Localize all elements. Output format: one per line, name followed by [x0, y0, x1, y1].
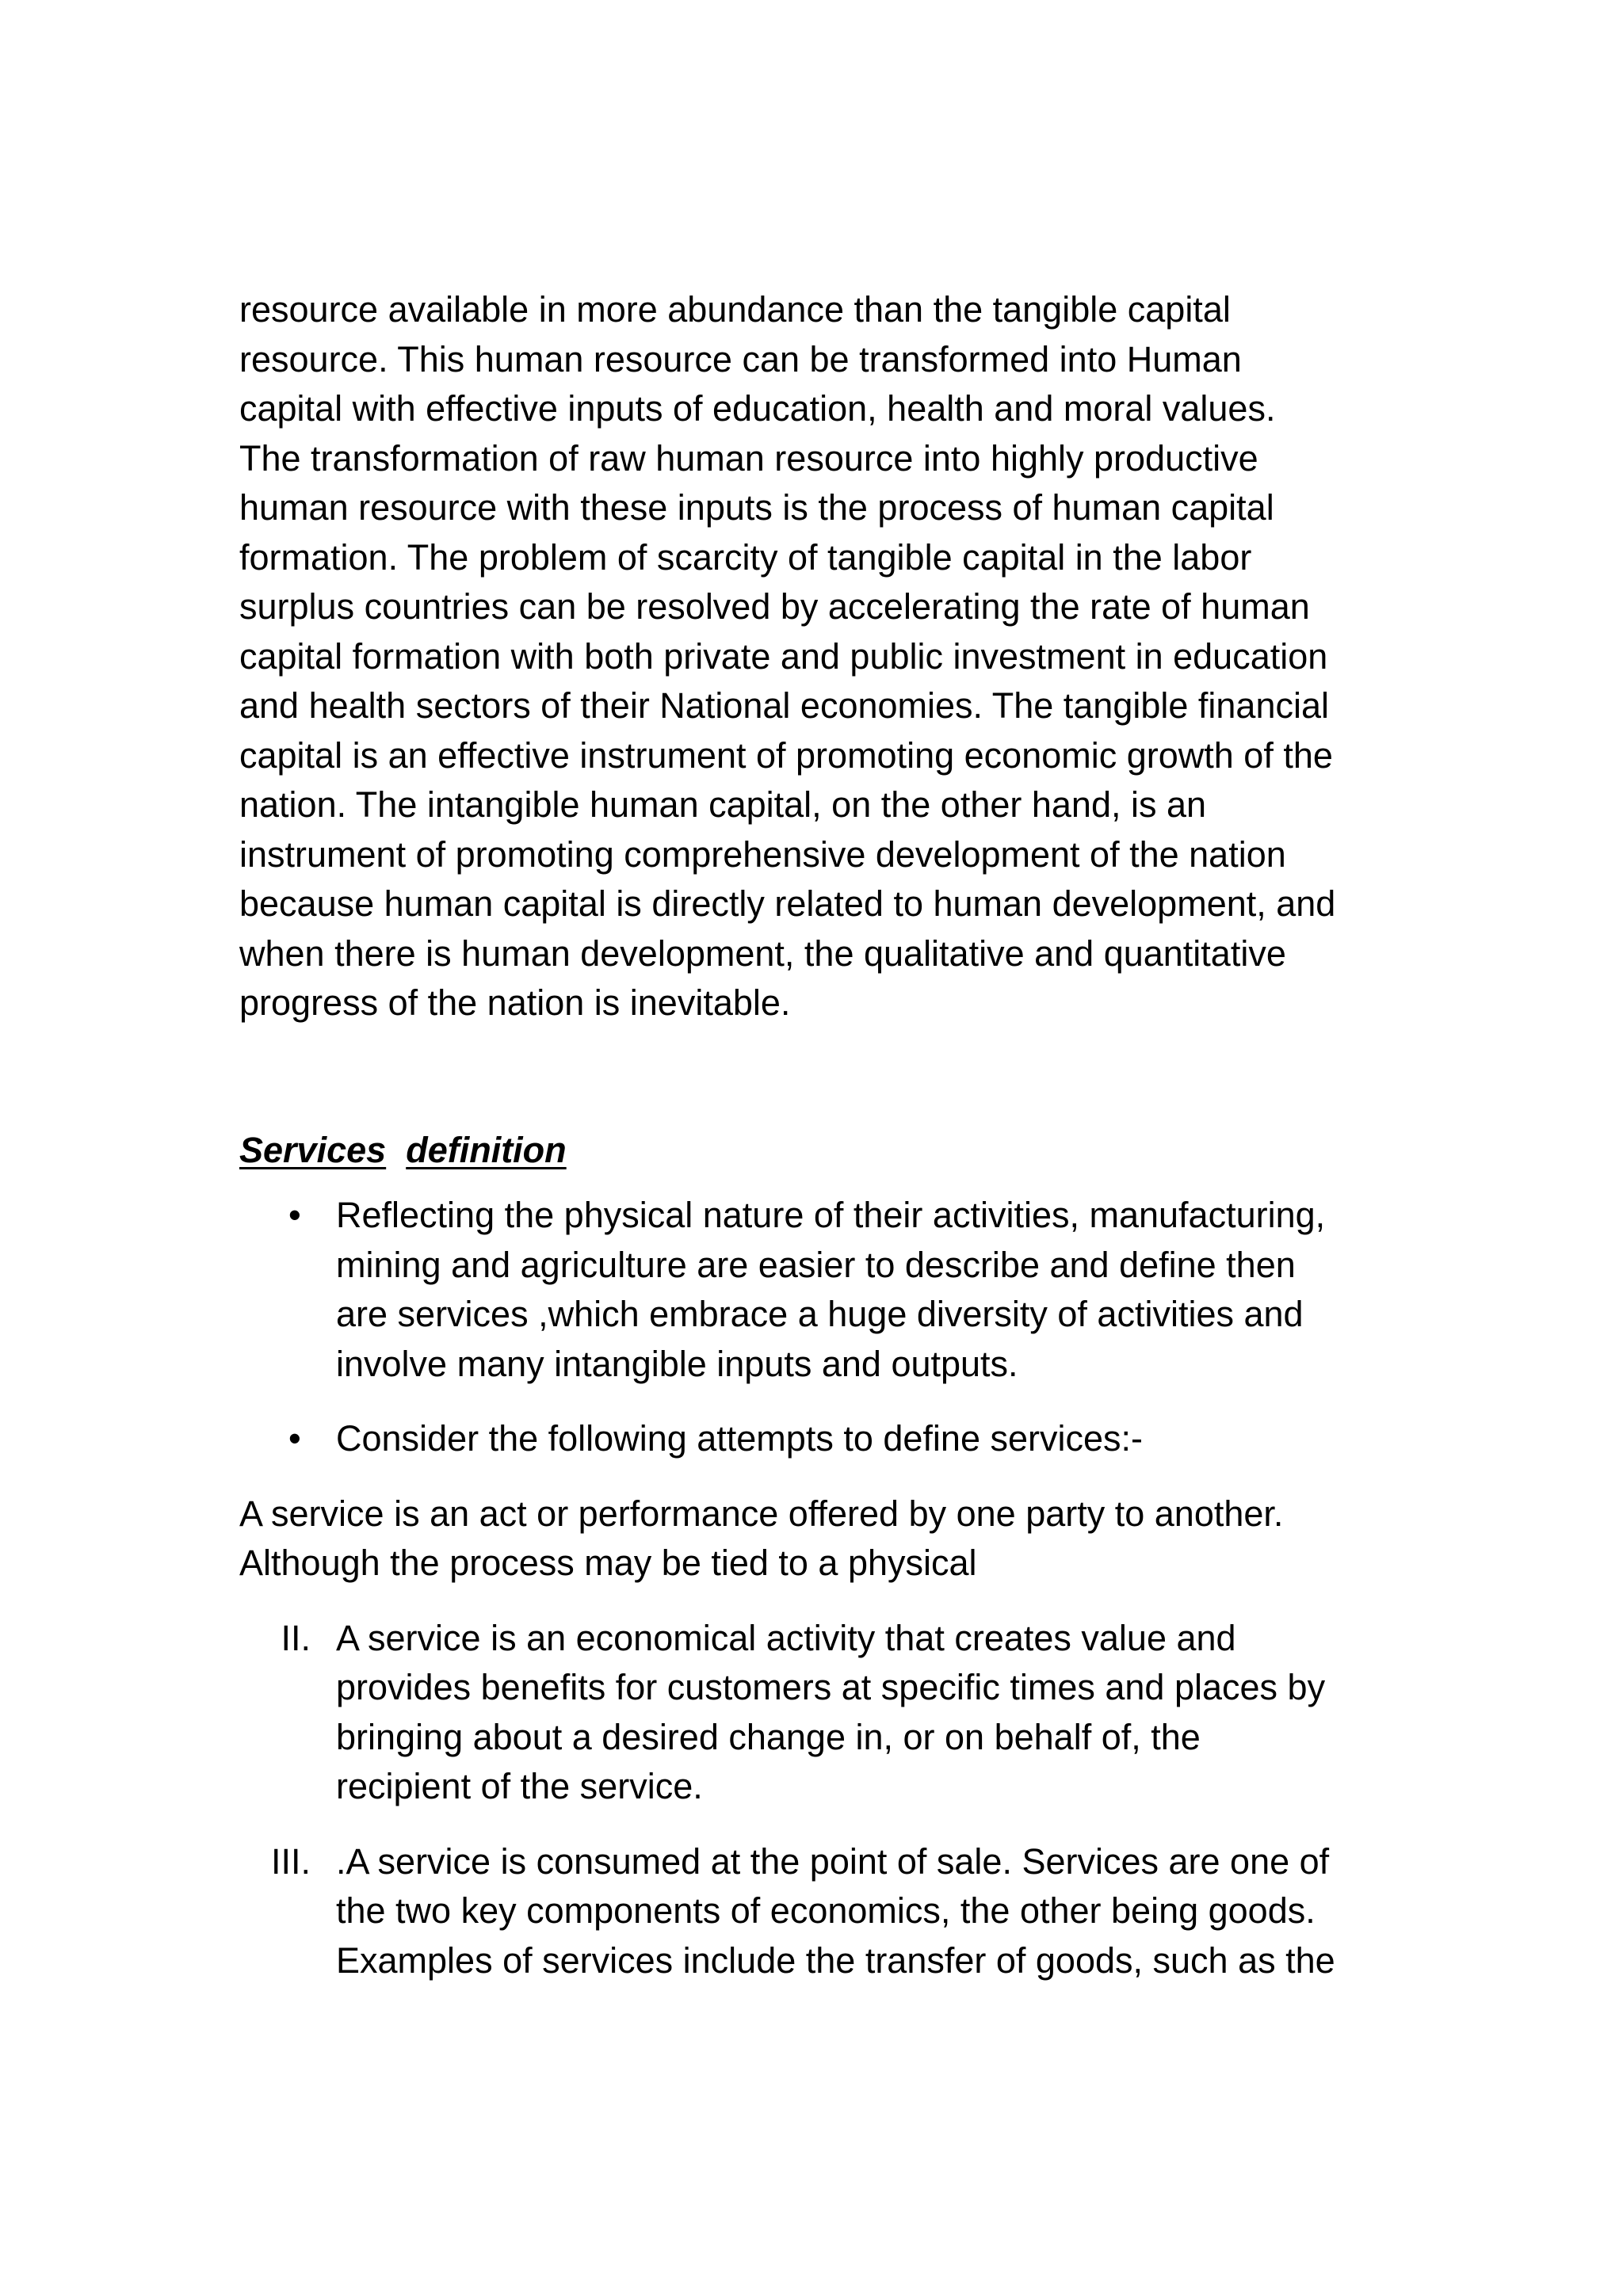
bullet-list — [239, 1191, 1404, 1464]
text-line: when there is human development, the qualitative and quantitative — [239, 933, 1286, 974]
heading-word-definition: definition — [406, 1129, 567, 1170]
list-numeral: III. — [270, 1840, 311, 1882]
text-line: Consider the following attempts to define services:- — [336, 1418, 1143, 1459]
definition-paragraph — [239, 1489, 1404, 1589]
text-line: mining and agriculture are easier to describe and define then — [336, 1244, 1296, 1285]
intro-paragraph — [239, 285, 1404, 1028]
text-line: involve many intangible inputs and outputs. — [336, 1343, 1018, 1384]
text-line: provides benefits for customers at specific times and places by — [336, 1667, 1326, 1707]
text-line: progress of the nation is inevitable. — [239, 982, 791, 1023]
list-numeral: II. — [281, 1617, 311, 1658]
text-line: and health sectors of their National economies. The tangible financial — [239, 685, 1330, 726]
text-line: the two key components of economics, the other being goods. — [336, 1890, 1316, 1931]
text-line: instrument of promoting comprehensive development of the nation — [239, 833, 1286, 875]
text-line: capital is an effective instrument of promoting economic growth of the — [239, 734, 1333, 776]
text-line: formation. The problem of scarcity of tangible capital in the labor — [239, 536, 1252, 578]
text-line: nation. The intangible human capital, on the other hand, is an — [239, 784, 1207, 825]
text-line: are services ,which embrace a huge diversity of activities and — [336, 1294, 1304, 1334]
text-line: recipient of the service. — [336, 1766, 703, 1806]
section-heading — [239, 1126, 1404, 1176]
text-line: capital with effective inputs of education, health and moral values. — [239, 388, 1276, 429]
text-line: Reflecting the physical nature of their activities, manufacturing, — [336, 1195, 1326, 1235]
text-line: because human capital is directly related to human development, and — [239, 883, 1336, 924]
list-item — [239, 1614, 1404, 1812]
text-line: Although the process may be tied to a physical — [239, 1543, 977, 1583]
text-line: resource. This human resource can be transformed into Human — [239, 338, 1242, 379]
list-item — [239, 1414, 1404, 1464]
text-line: human resource with these inputs is the process of human capital — [239, 487, 1274, 528]
heading-word-services: Services — [239, 1129, 387, 1170]
text-line: A service is an act or performance offered by one party to another. — [239, 1493, 1284, 1534]
text-line: bringing about a desired change in, or on behalf of, the — [336, 1716, 1201, 1757]
numbered-list — [239, 1614, 1404, 1986]
text-line: The transformation of raw human resource into highly productive — [239, 437, 1258, 479]
section-spacer — [239, 1028, 1404, 1126]
text-line: capital formation with both private and public investment in education — [239, 635, 1328, 677]
document-page — [239, 285, 1404, 2011]
heading-space — [396, 1130, 407, 1170]
text-line: Examples of services include the transfer of goods, such as the — [336, 1939, 1335, 1981]
text-line: surplus countries can be resolved by accelerating the rate of human — [239, 586, 1310, 627]
text-line: .A service is consumed at the point of sale. Services are one of — [336, 1840, 1330, 1882]
text-line: resource available in more abundance than the tangible capital — [239, 289, 1231, 330]
bullet-icon: • — [288, 1195, 301, 1235]
list-item — [239, 1837, 1404, 1986]
bullet-icon: • — [288, 1418, 301, 1459]
list-item — [239, 1191, 1404, 1389]
text-line: A service is an economical activity that creates value and — [336, 1617, 1236, 1658]
